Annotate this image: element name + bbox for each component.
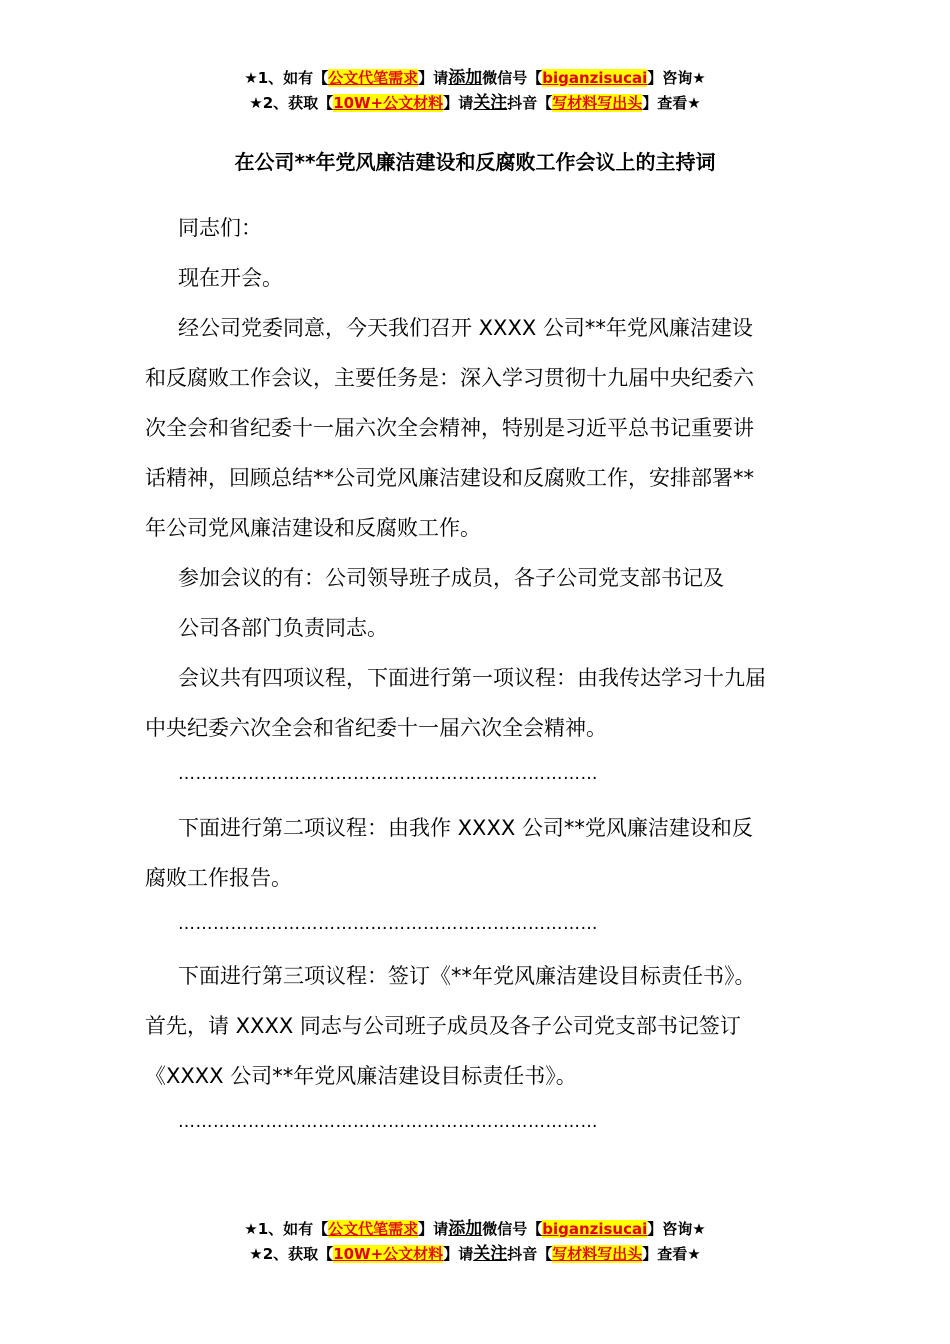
banner-text: 微信号【 xyxy=(482,69,543,87)
banner-emphasis: 添加 xyxy=(448,68,483,88)
paragraph-line: 次全会和省纪委十一届六次全会精神，特别是习近平总书记重要讲 xyxy=(145,416,754,440)
banner-text: 】咨询★ xyxy=(647,69,706,87)
banner-text: ★2、获取【 xyxy=(249,1245,334,1263)
banner-highlight: 写材料写出头 xyxy=(552,1245,643,1263)
paragraph-line: 年公司党风廉洁建设和反腐败工作。 xyxy=(145,516,481,540)
banner-text: 抖音【 xyxy=(507,1245,553,1263)
banner-highlight: biganzisucai xyxy=(542,69,648,87)
footer-banner-line-2 xyxy=(0,1243,950,1266)
paragraph-line: 首先，请 XXXX 同志与公司班子成员及各子公司党支部书记签订 xyxy=(145,1014,741,1038)
paragraph-line: 经公司党委同意，今天我们召开 XXXX 公司**年党风廉洁建设 xyxy=(178,316,753,340)
banner-highlight: 写材料写出头 xyxy=(552,94,643,112)
banner-text: 】请 xyxy=(443,94,474,112)
banner-text: ★2、获取【 xyxy=(249,94,334,112)
banner-highlight: 10W+公文材料 xyxy=(333,1245,444,1263)
footer-banner-line-1 xyxy=(0,1218,950,1241)
banner-text: ★1、如有【 xyxy=(244,69,329,87)
banner-emphasis: 添加 xyxy=(448,1219,483,1239)
ellipsis-line: ……………………………………………………………… xyxy=(178,764,598,784)
header-banner-line-1 xyxy=(0,67,950,90)
ellipsis-line: ……………………………………………………………… xyxy=(178,914,598,934)
banner-emphasis: 关注 xyxy=(473,93,508,113)
paragraph-line: 公司各部门负责同志。 xyxy=(178,616,388,640)
banner-highlight: 公文代笔需求 xyxy=(328,69,419,87)
paragraph-line: 下面进行第二项议程：由我作 XXXX 公司**党风廉洁建设和反 xyxy=(178,816,753,840)
banner-text: 抖音【 xyxy=(507,94,553,112)
paragraph-line: 中央纪委六次全会和省纪委十一届六次全会精神。 xyxy=(145,716,607,740)
banner-text: 微信号【 xyxy=(482,1220,543,1238)
banner-text: 】请 xyxy=(443,1245,474,1263)
paragraph-line: 同志们： xyxy=(178,216,262,240)
banner-emphasis: 关注 xyxy=(473,1244,508,1264)
paragraph-line: 会议共有四项议程，下面进行第一项议程：由我传达学习十九届 xyxy=(178,666,766,690)
banner-text: 】查看★ xyxy=(642,1245,701,1263)
paragraph-line: 《XXXX 公司**年党风廉洁建设目标责任书》。 xyxy=(145,1064,577,1088)
banner-text: 】查看★ xyxy=(642,94,701,112)
banner-text: 】咨询★ xyxy=(647,1220,706,1238)
banner-text: ★1、如有【 xyxy=(244,1220,329,1238)
banner-highlight: biganzisucai xyxy=(542,1220,648,1238)
paragraph-line: 现在开会。 xyxy=(178,266,283,290)
banner-text: 】请 xyxy=(418,69,449,87)
paragraph-line: 下面进行第三项议程：签订《**年党风廉洁建设目标责任书》。 xyxy=(178,964,756,988)
ellipsis-line: ……………………………………………………………… xyxy=(178,1112,598,1132)
paragraph-line: 腐败工作报告。 xyxy=(145,866,292,890)
banner-highlight: 公文代笔需求 xyxy=(328,1220,419,1238)
paragraph-line: 参加会议的有：公司领导班子成员，各子公司党支部书记及 xyxy=(178,566,724,590)
banner-text: 】请 xyxy=(418,1220,449,1238)
paragraph-line: 话精神，回顾总结**公司党风廉洁建设和反腐败工作，安排部署** xyxy=(145,466,754,490)
paragraph-line: 和反腐败工作会议，主要任务是：深入学习贯彻十九届中央纪委六 xyxy=(145,366,754,390)
header-banner-line-2 xyxy=(0,92,950,115)
document-title: 在公司**年党风廉洁建设和反腐败工作会议上的主持词 xyxy=(234,150,716,174)
banner-highlight: 10W+公文材料 xyxy=(333,94,444,112)
